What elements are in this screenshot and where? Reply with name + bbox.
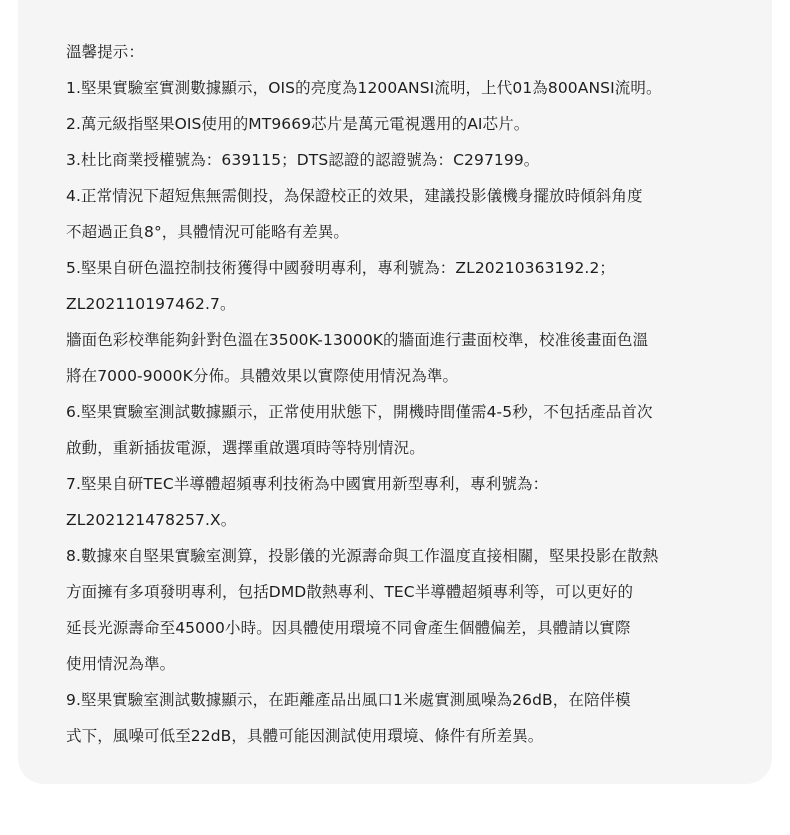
notice-line: 4.正常情況下超短焦無需側投，為保證校正的效果，建議投影儀機身擺放時傾斜角度 xyxy=(66,187,643,205)
notice-line: 延長光源壽命至45000小時。因具體使用環境不同會產生個體偏差，具體請以實際 xyxy=(66,619,631,637)
notice-line: 8.數據來自堅果實驗室測算，投影儀的光源壽命與工作溫度直接相關，堅果投影在散熱 xyxy=(66,547,659,565)
notice-line: 9.堅果實驗室測試數據顯示，在距離產品出風口1米處實測風噪為26dB，在陪伴模 xyxy=(66,691,631,709)
notice-card xyxy=(18,0,772,784)
notice-line: 不超過正負8°，具體情況可能略有差異。 xyxy=(66,223,350,241)
notice-line: 使用情況為準。 xyxy=(66,655,176,673)
notice-line: 牆面色彩校準能夠針對色溫在3500K-13000K的牆面進行畫面校準，校准後畫面色溫 xyxy=(66,331,649,349)
notice-heading: 溫馨提示： xyxy=(66,43,145,61)
notice-line: 1.堅果實驗室實測數據顯示，OIS的亮度為1200ANSI流明，上代01為800ANSI流明。 xyxy=(66,79,662,97)
notice-line: 5.堅果自研色溫控制技術獲得中國發明專利，專利號為：ZL20210363192.2； xyxy=(66,259,616,277)
notice-line: 方面擁有多項發明專利，包括DMD散熱專利、TEC半導體超頻專利等，可以更好的 xyxy=(66,583,634,601)
notice-line: 7.堅果自研TEC半導體超頻專利技術為中國實用新型專利，專利號為： xyxy=(66,475,549,493)
notice-line: 3.杜比商業授權號為：639115；DTS認證的認證號為：C297199。 xyxy=(66,151,540,169)
notice-content xyxy=(66,34,778,754)
notice-line: 6.堅果實驗室測試數據顯示，正常使用狀態下，開機時間僅需4-5秒，不包括產品首次 xyxy=(66,403,653,421)
notice-line: 2.萬元級指堅果OIS使用的MT9669芯片是萬元電視選用的AI芯片。 xyxy=(66,115,530,133)
notice-line: 啟動，重新插拔電源，選擇重啟選項時等特別情況。 xyxy=(66,439,425,457)
notice-line: ZL202110197462.7。 xyxy=(66,295,236,313)
notice-line: ZL202121478257.X。 xyxy=(66,511,237,529)
notice-line: 將在7000-9000K分佈。具體效果以實際使用情況為準。 xyxy=(66,367,459,385)
notice-line: 式下，風噪可低至22dB，具體可能因測試使用環境、條件有所差異。 xyxy=(66,727,544,745)
